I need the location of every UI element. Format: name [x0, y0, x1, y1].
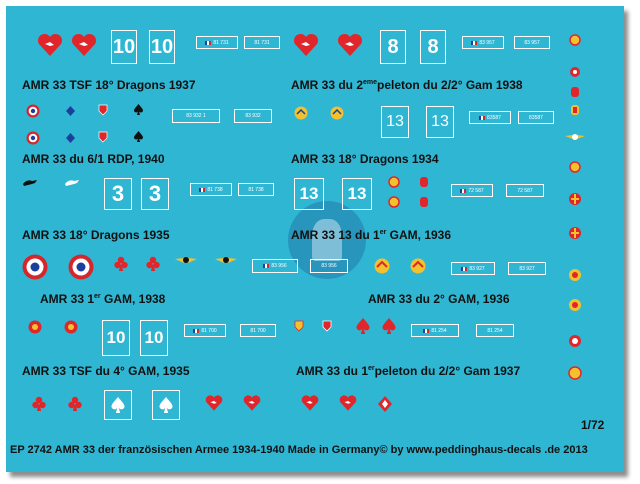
- spade-icon: [382, 318, 396, 334]
- small-insignia-icon: [568, 334, 582, 348]
- round-emblem-icon: [28, 320, 42, 334]
- diamond-icon: [378, 396, 392, 412]
- small-insignia-icon: [418, 176, 430, 188]
- diamond-icon: [66, 133, 75, 143]
- spade-icon: [134, 131, 143, 142]
- variant-title: AMR 33 18° Dragons 1934: [291, 152, 439, 166]
- round-emblem-icon: [410, 258, 426, 274]
- number-box: 10: [140, 320, 168, 356]
- registration-plate: 81 700: [240, 324, 276, 337]
- footer-text: EP 2742 AMR 33 der französischen Armee 1934-1940 Made in Germany© by www.peddinghaus-decals .de 2013: [10, 444, 588, 456]
- registration-plate: 81 731: [244, 36, 280, 49]
- heart-bird-icon: [70, 32, 98, 58]
- registration-plate: 72 587: [506, 184, 544, 197]
- registration-plate: 72 587: [451, 184, 493, 197]
- large-roundel-icon: [68, 254, 94, 280]
- small-insignia-icon: [569, 86, 581, 98]
- number-box: 13: [381, 106, 409, 138]
- round-emblem-icon: [64, 320, 78, 334]
- variant-title: AMR 33 18° Dragons 1935: [22, 228, 170, 242]
- variant-title: AMR 33 du 1erpeleton du 2/2° Gam 1937: [296, 364, 521, 378]
- round-emblem-icon: [294, 106, 308, 120]
- small-insignia-icon: [569, 34, 581, 46]
- club-icon: [32, 396, 46, 412]
- shield-badge-icon: [294, 320, 304, 332]
- small-insignia-icon: [569, 66, 581, 78]
- registration-plate: 81 731: [196, 36, 238, 49]
- small-insignia-icon: [568, 268, 582, 282]
- heart-bird-icon: [242, 394, 262, 412]
- cross-roundel-icon: [568, 226, 582, 240]
- small-insignia-icon: [418, 196, 430, 208]
- diamond-icon: [66, 106, 75, 116]
- scale-label: 1/72: [581, 418, 605, 432]
- roundel-icon: [26, 104, 40, 118]
- registration-plate: 83 956: [310, 259, 348, 273]
- number-box: 13: [426, 106, 454, 138]
- small-insignia-icon: [569, 104, 581, 116]
- registration-plate: 83587: [469, 111, 511, 124]
- panther-icon: [22, 178, 38, 187]
- heart-bird-icon: [338, 394, 358, 412]
- number-box: 10: [111, 30, 137, 64]
- winged-emblem-icon: [214, 254, 238, 266]
- cross-roundel-icon: [568, 192, 582, 206]
- club-icon: [114, 256, 128, 272]
- club-icon: [68, 396, 82, 412]
- number-box: 8: [420, 30, 446, 64]
- variant-title: AMR 33 du 2emepeleton du 2/2° Gam 1938: [291, 78, 523, 92]
- registration-plate: 81 738: [190, 183, 232, 196]
- shield-badge-icon: [98, 104, 108, 116]
- variant-title: AMR 33 du 6/1 RDP, 1940: [22, 152, 165, 166]
- variant-title: AMR 33 du 2° GAM, 1936: [368, 292, 510, 306]
- shield-badge-icon: [322, 320, 332, 332]
- panther-icon: [64, 178, 80, 187]
- number-box: 13: [342, 178, 372, 210]
- variant-title: AMR 33 TSF du 4° GAM, 1935: [22, 364, 190, 378]
- heart-bird-icon: [204, 394, 224, 412]
- number-box: 3: [104, 178, 132, 210]
- registration-plate: 81 700: [184, 324, 226, 337]
- spade-icon: [159, 397, 173, 413]
- spade-icon: [356, 318, 370, 334]
- number-box: 10: [149, 30, 175, 64]
- small-insignia-icon: [569, 161, 581, 173]
- shield-badge-icon: [98, 131, 108, 143]
- small-insignia-icon: [388, 176, 400, 188]
- roundel-icon: [26, 131, 40, 145]
- variant-title: AMR 33 TSF 18° Dragons 1937: [22, 78, 196, 92]
- registration-plate: 83 932: [234, 109, 272, 123]
- number-box: 8: [380, 30, 406, 64]
- small-insignia-icon: [388, 196, 400, 208]
- heart-bird-icon: [292, 32, 320, 58]
- small-insignia-icon: [568, 298, 582, 312]
- registration-plate: 83 956: [252, 259, 298, 273]
- heart-bird-icon: [300, 394, 320, 412]
- spade-box: [104, 390, 132, 420]
- number-box: 3: [141, 178, 169, 210]
- round-emblem-icon: [374, 258, 390, 274]
- registration-plate: 81 254: [411, 324, 459, 337]
- winged-emblem-icon: [564, 131, 586, 143]
- registration-plate: 83 932 1: [172, 109, 220, 123]
- variant-title: AMR 33 1er GAM, 1938: [40, 292, 166, 306]
- registration-plate: 83 957: [462, 36, 504, 49]
- heart-bird-icon: [36, 32, 64, 58]
- number-box: 10: [102, 320, 130, 356]
- heart-bird-icon: [336, 32, 364, 58]
- registration-plate: 83 927: [508, 262, 546, 275]
- spade-icon: [134, 104, 143, 115]
- registration-plate: 81 738: [238, 183, 274, 196]
- spade-box: [152, 390, 180, 420]
- registration-plate: 83 927: [451, 262, 495, 275]
- registration-plate: 81 254: [476, 324, 514, 337]
- number-box: 13: [294, 178, 324, 210]
- small-insignia-icon: [568, 366, 582, 380]
- spade-icon: [111, 397, 125, 413]
- round-emblem-icon: [330, 106, 344, 120]
- variant-title: AMR 33 13 du 1er GAM, 1936: [291, 228, 452, 242]
- decal-sheet: [6, 6, 624, 472]
- large-roundel-icon: [22, 254, 48, 280]
- club-icon: [146, 256, 160, 272]
- winged-emblem-icon: [174, 254, 198, 266]
- registration-plate: 83 957: [514, 36, 550, 49]
- registration-plate: 83587: [518, 111, 554, 124]
